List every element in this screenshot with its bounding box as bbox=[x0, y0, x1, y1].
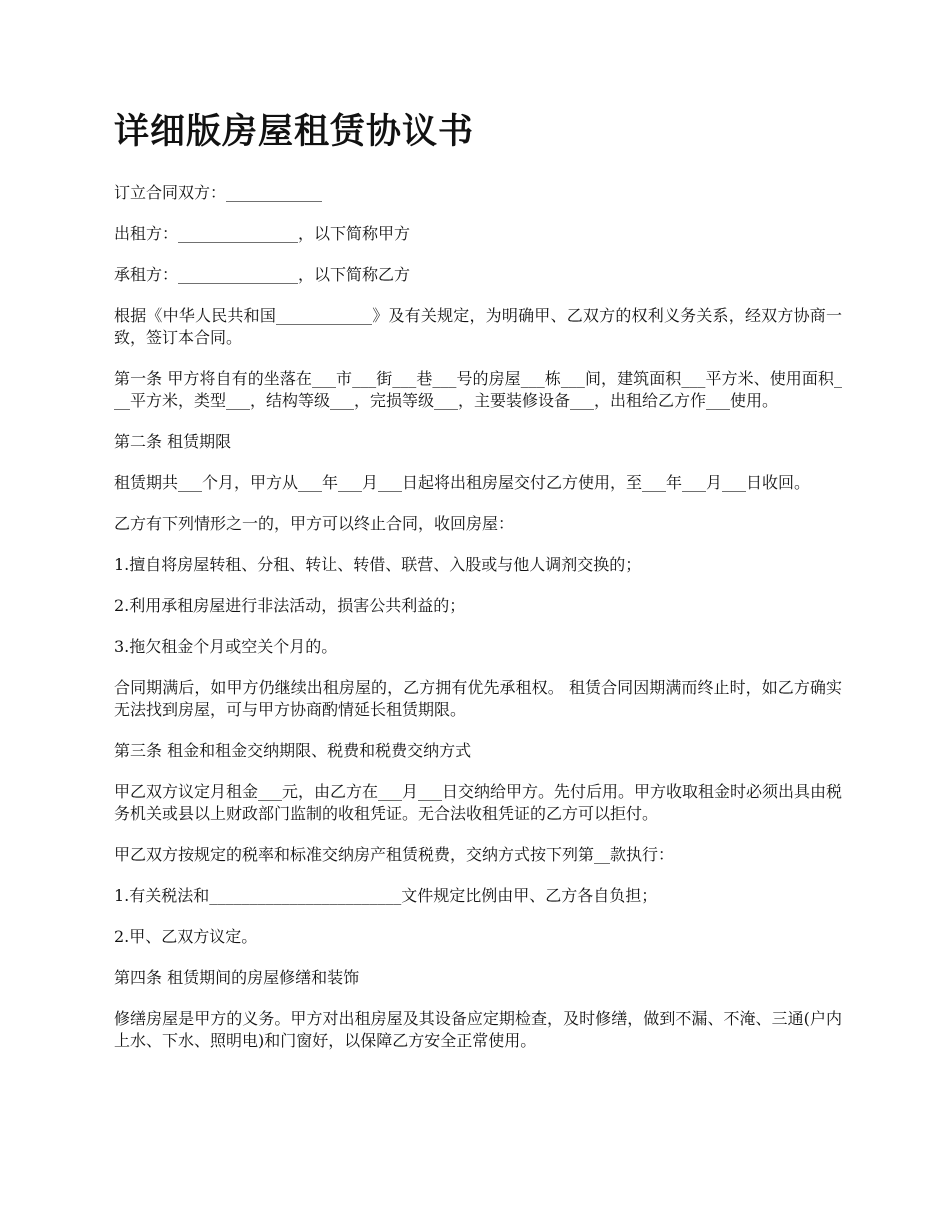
preamble-paragraph: 根据《中华人民共和国____________》及有关规定，为明确甲、乙双方的权利义务关系，经双方协商一致，签订本合同。 bbox=[114, 306, 842, 347]
article-3-heading: 第三条 租金和租金交纳期限、税费和税费交纳方式 bbox=[114, 741, 472, 760]
repair-paragraph: 修缮房屋是甲方的义务。甲方对出租房屋及其设备应定期检查，及时修缮，做到不漏、不淹、三通(户内上水、下水、照明电)和门窗好，以保障乙方安全正常使用。 bbox=[114, 1009, 842, 1050]
termination-intro: 乙方有下列情形之一的，甲方可以终止合同，收回房屋： bbox=[114, 514, 515, 533]
rent-paragraph: 甲乙双方议定月租金___元，由乙方在___月___日交纳给甲方。先付后用。甲方收取租金时必须出具由税务机关或县以上财政部门监制的收租凭证。无合法收租凭证的乙方可以拒付。 bbox=[114, 782, 843, 823]
lessee-line: 承租方：_______________，以下简称乙方 bbox=[114, 265, 411, 284]
document-title: 详细版房屋租赁协议书 bbox=[114, 111, 475, 152]
lease-term-paragraph: 租赁期共___个月，甲方从___年___月___日起将出租房屋交付乙方使用，至___年___月___日收回。 bbox=[114, 473, 811, 492]
termination-item-2: 2.利用承租房屋进行非法活动，损害公共利益的； bbox=[114, 596, 466, 615]
article-1-paragraph: 第一条 甲方将自有的坐落在___市___街___巷___号的房屋___栋___间，建筑面积___平方米、使用面积___平方米，类型___，结构等级___，完损等级___，主要装修设备___，出租给乙方作___使用。 bbox=[114, 369, 842, 410]
tax-item-2: 2.甲、乙双方议定。 bbox=[114, 927, 258, 946]
renewal-paragraph: 合同期满后，如甲方仍继续出租房屋的，乙方拥有优先承租权。 租赁合同因期满而终止时，如乙方确实无法找到房屋，可与甲方协商酌情延长租赁期限。 bbox=[114, 678, 842, 719]
tax-item-1: 1.有关税法和________________________文件规定比例由甲、乙方各自负担； bbox=[114, 886, 658, 905]
article-4-heading: 第四条 租赁期间的房屋修缮和装饰 bbox=[114, 968, 360, 987]
article-2-heading: 第二条 租赁期限 bbox=[114, 432, 232, 451]
lessor-line: 出租方：_______________，以下简称甲方 bbox=[114, 224, 411, 243]
tax-paragraph: 甲乙双方按规定的税率和标准交纳房产租赁税费，交纳方式按下列第__款执行： bbox=[114, 845, 675, 864]
document-page bbox=[114, 108, 842, 1071]
termination-item-3: 3.拖欠租金个月或空关个月的。 bbox=[114, 637, 338, 656]
contract-parties-line: 订立合同双方：____________ bbox=[114, 183, 323, 202]
termination-item-1: 1.擅自将房屋转租、分租、转让、转借、联营、入股或与他人调剂交换的； bbox=[114, 555, 642, 574]
